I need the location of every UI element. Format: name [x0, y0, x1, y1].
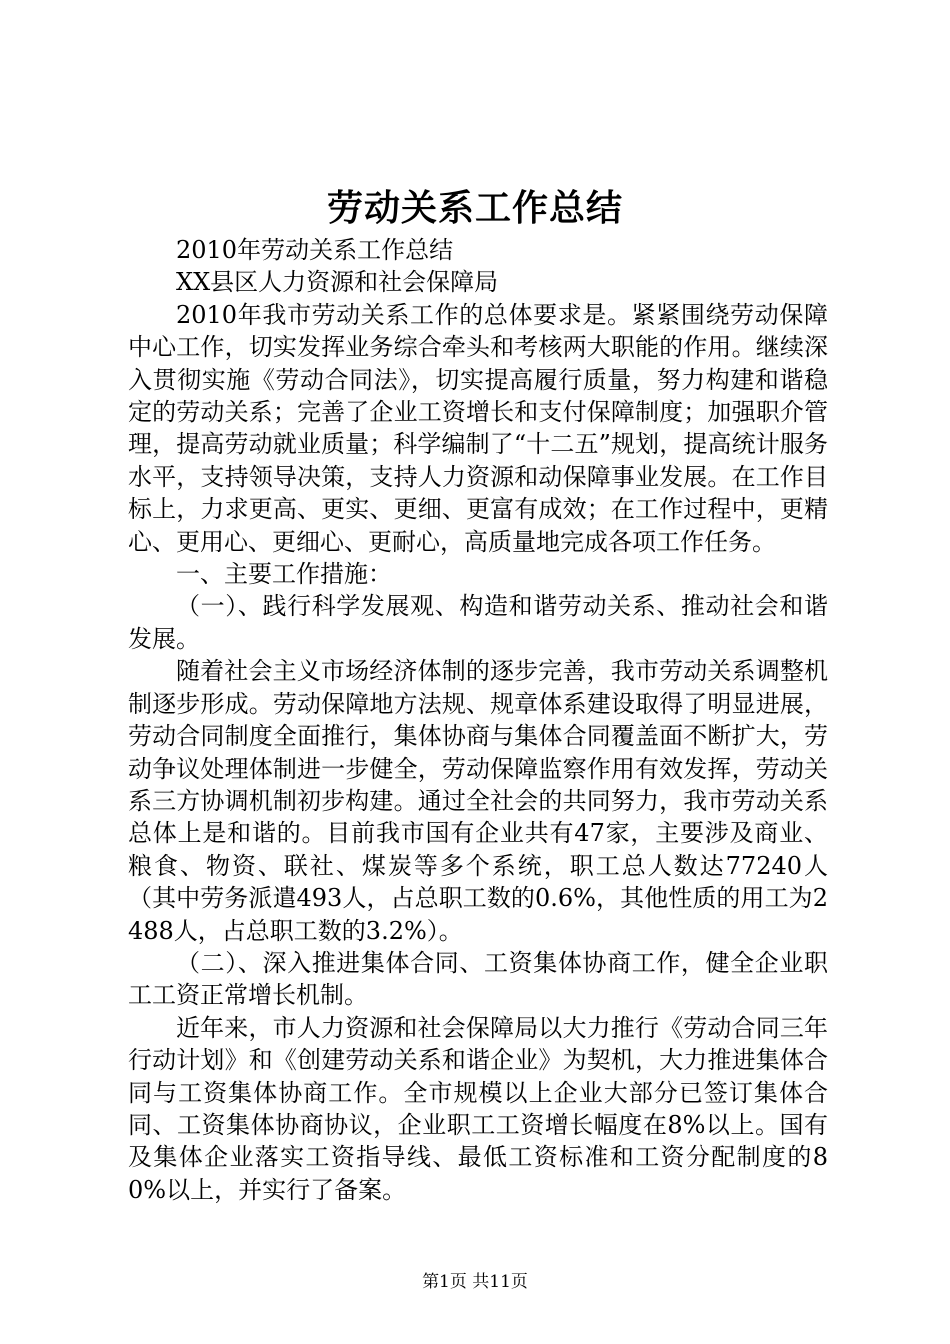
body-paragraph-2: 近年来，市人力资源和社会保障局以大力推行《劳动合同三年行动计划》和《创建劳动关系和谐企业》为契机，大力推进集体合同与工资集体协商工作。全市规模以上企业大部分已签订集体合同、工资集体协商协议，企业职工工资增长幅度在8%以上。国有及集体企业落实工资指导线、最低工资标准和工资分配制度的80%以上，并实行了备案。: [128, 1013, 828, 1204]
document-title: 劳动关系工作总结: [326, 187, 623, 229]
subtitle-paragraph: 2010年劳动关系工作总结: [176, 236, 454, 264]
subsection-heading-2: （二）、深入推进集体合同、工资集体协商工作，健全企业职工工资正常增长机制。: [128, 948, 828, 1010]
document-body: [128, 234, 828, 1206]
body-paragraph-1: 随着社会主义市场经济体制的逐步完善，我市劳动关系调整机制逐步形成。劳动保障地方法规、规章体系建设取得了明显进展，劳动合同制度全面推行，集体协商与集体合同覆盖面不断扩大，劳动争议处理体制进一步健全，劳动保障监察作用有效发挥，劳动关系三方协调机制初步构建。通过全社会的共同努力，我市劳动关系总体上是和谐的。目前我市国有企业共有47家，主要涉及商业、粮食、物资、联社、煤炭等多个系统，职工总人数达77240人（其中劳务派遣493人，占总职工数的0.6%，其他性质的用工为2488人，占总职工数的3.2%）。: [128, 657, 828, 945]
organization-paragraph: XX县区人力资源和社会保障局: [176, 268, 499, 297]
subsection-heading-1: （一）、践行科学发展观、构造和谐劳动关系、推动社会和谐发展。: [128, 592, 828, 653]
page-number-footer: 第1页 共11页: [422, 1272, 528, 1292]
section-heading: 一、主要工作措施：: [176, 560, 392, 589]
overview-paragraph: 2010年我市劳动关系工作的总体要求是。紧紧围绕劳动保障中心工作，切实发挥业务综合牵头和考核两大职能的作用。继续深入贯彻实施《劳动合同法》，切实提高履行质量，努力构建和谐稳定的劳动关系；完善了企业工资增长和支付保障制度；加强职介管理，提高劳动就业质量；科学编制了“十二五”规划，提高统计服务水平，支持领导决策，支持人力资源和动保障事业发展。在工作目标上，力求更高、更实、更细、更富有成效；在工作过程中，更精心、更用心、更细心、更耐心，高质量地完成各项工作任务。: [128, 300, 828, 556]
